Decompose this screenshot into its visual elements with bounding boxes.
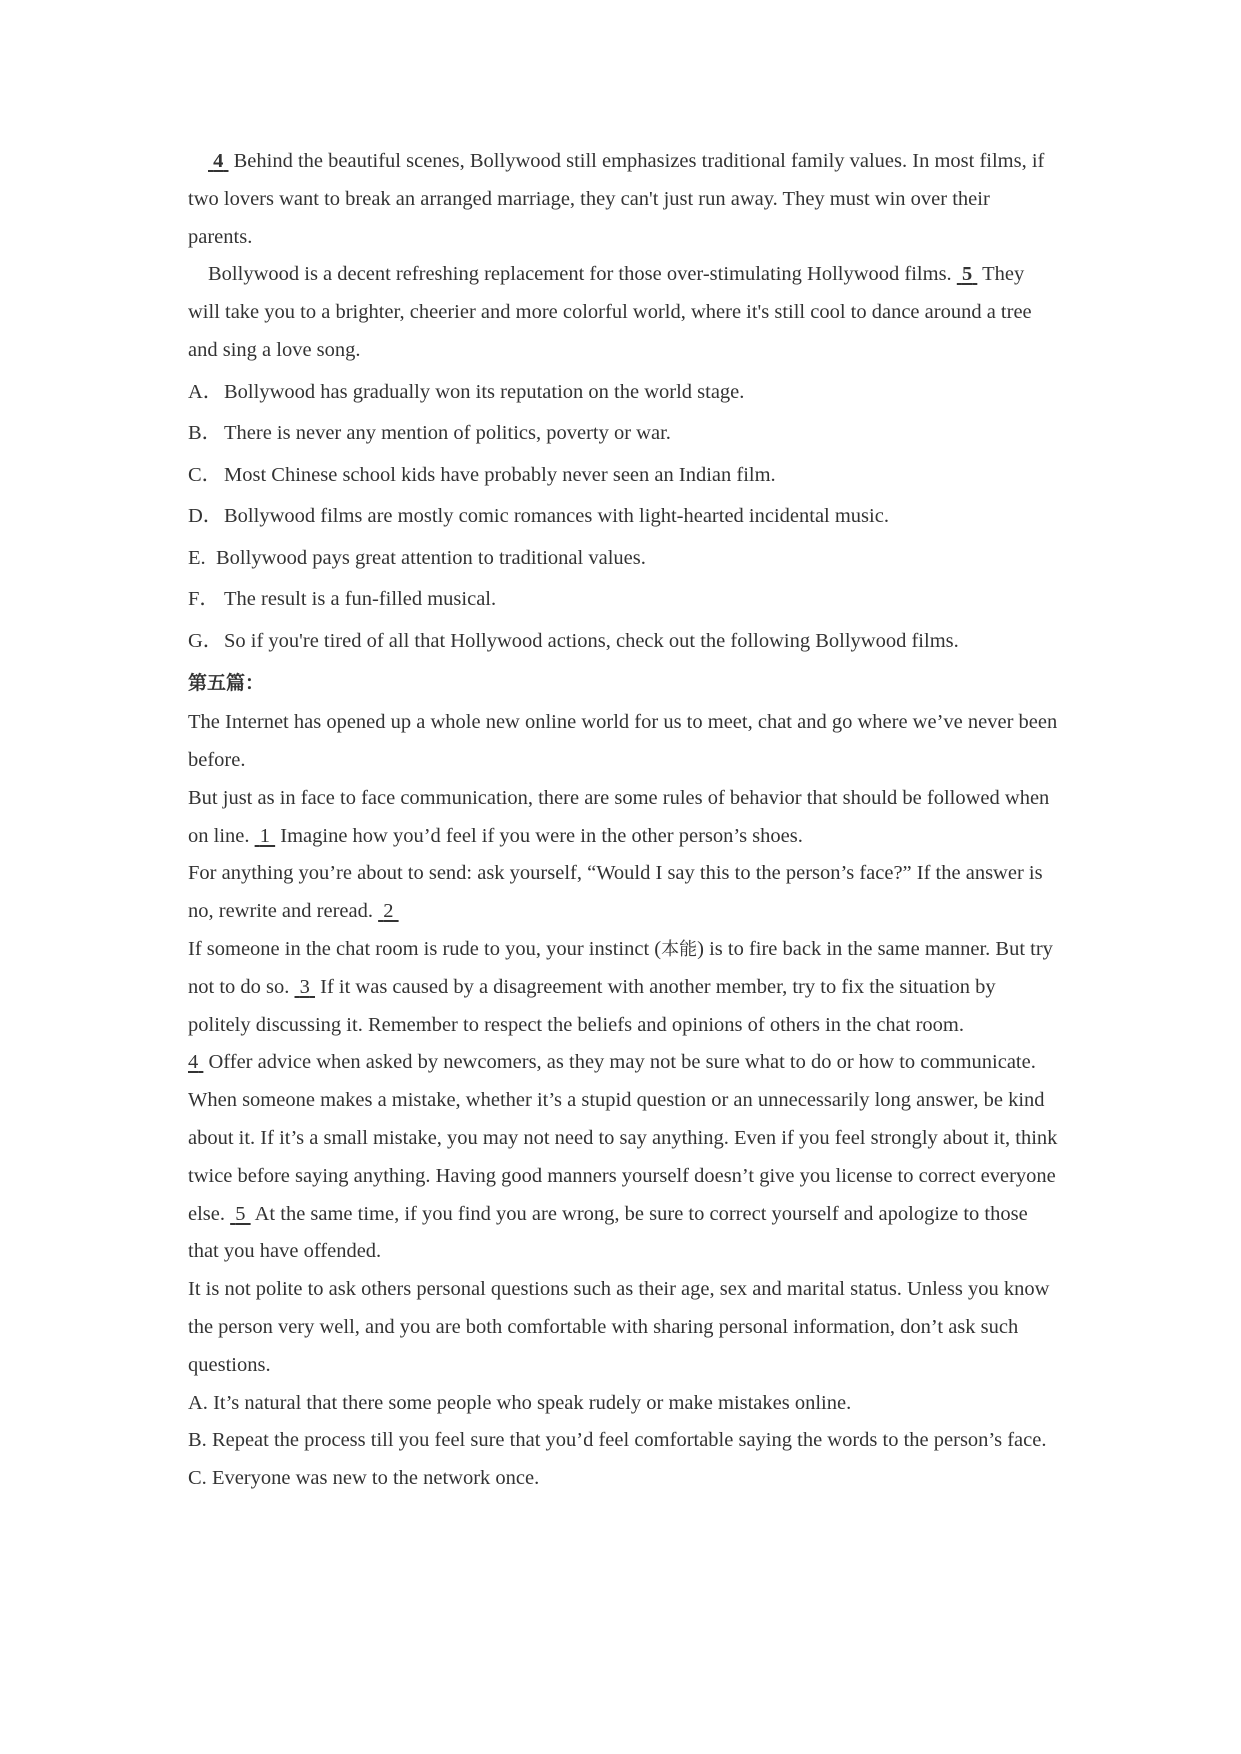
passage5-paragraph-1: The Internet has opened up a whole new online world for us to meet, chat and go where we’ve never been before.: [188, 711, 1058, 772]
option-letter: C.: [188, 1467, 207, 1490]
passage4-paragraph-2: [188, 256, 1058, 369]
answer-blank-1: 1: [259, 824, 270, 847]
passage5-paragraph-3: [188, 855, 1058, 931]
passage5-paragraph-6: It is not polite to ask others personal questions such as their age, sex and marital status. Unless you know the person very well, and you are both comfortable with sharing personal information, don’t ask such questions.: [188, 1278, 1050, 1376]
option-f: [188, 579, 1058, 621]
passage4-paragraph-1: [188, 143, 1058, 256]
passage5-paragraph-5: [188, 1044, 1058, 1271]
option-text: Bollywood has gradually won its reputation on the world stage.: [224, 380, 745, 403]
paragraph-text: For anything you’re about to send: ask yourself, “Would I say this to the person’s face?” If the answer is no, rewrite and reread.: [188, 862, 1043, 923]
option-text: Most Chinese school kids have probably never seen an Indian film.: [224, 463, 776, 486]
answer-blank-3: 3: [299, 975, 310, 998]
passage5-heading: 第五篇：: [188, 672, 265, 695]
option-text: Everyone was new to the network once.: [206, 1467, 540, 1490]
option-text: There is never any mention of politics, poverty or war.: [224, 422, 671, 445]
option-text: Bollywood films are mostly comic romances with light-hearted incidental music.: [224, 505, 889, 528]
option-e: [188, 538, 1058, 580]
paragraph-text: But just as in face to face communication, there are some rules of behavior that should be followed when on line.: [188, 786, 1050, 847]
option-letter: A．: [188, 380, 224, 403]
option-letter: F．: [188, 588, 220, 611]
paragraph-text: At the same time, if you find you are wrong, be sure to correct yourself and apologize to those that you have offended.: [188, 1202, 1028, 1263]
option-b: [188, 413, 1058, 455]
option-text: Repeat the process till you feel sure that you’d feel comfortable saying the words to the person’s face.: [206, 1429, 1047, 1452]
option-a: [188, 372, 1058, 414]
option-g: [188, 621, 1058, 663]
option-letter: B．: [188, 422, 223, 445]
passage4-options: [188, 372, 1058, 663]
option-text: The result is a fun-filled musical.: [224, 588, 497, 611]
option-text: It’s natural that there some people who speak rudely or make mistakes online.: [207, 1391, 852, 1414]
answer-blank-4: 4: [213, 150, 224, 172]
chinese-gloss: 本能: [661, 939, 698, 961]
option-letter: E.: [188, 546, 206, 569]
option-text: So if you're tired of all that Hollywood actions, check out the following Bollywood films.: [224, 629, 959, 652]
option-d: [188, 496, 1058, 538]
passage5-paragraph-2: [188, 780, 1058, 856]
option-letter: D．: [188, 505, 224, 528]
paragraph-text: Bollywood is a decent refreshing replacement for those over-stimulating Hollywood films.: [208, 263, 957, 286]
paragraph-text: ) is to fire back in the same manner. But try not to do so.: [188, 938, 1053, 998]
paragraph-text: Offer advice when asked by newcomers, as they may not be sure what to do or how to communicate. When someone makes a mistake, whether it’s a stupid question or an unnecessarily long answer, be kind about it. If it’s a small mistake, you may not need to say anything. Even if you feel strongly about it, think twice before saying anything. Having good manners yourself doesn’t give you license to correct everyone else.: [188, 1051, 1058, 1225]
paragraph-text: If someone in the chat room is rude to you, your instinct (: [188, 938, 662, 961]
passage5-paragraph-4: [188, 931, 1058, 1044]
option-letter: G．: [188, 629, 224, 652]
answer-blank-5: 5: [961, 263, 973, 286]
passage5-options: [188, 1385, 1058, 1498]
paragraph-text: If it was caused by a disagreement with another member, try to fix the situation by politely discussing it. Remember to respect the beliefs and opinions of others in the chat room.: [188, 975, 996, 1036]
option-text: Bollywood pays great attention to traditional values.: [216, 546, 646, 569]
option-c: [188, 455, 1058, 497]
option-letter: A.: [188, 1391, 208, 1414]
answer-blank-2: 2: [383, 900, 394, 923]
answer-blank-5: 5: [235, 1202, 246, 1225]
option-letter: B.: [188, 1429, 207, 1452]
option-a: [188, 1385, 1058, 1423]
option-letter: C．: [188, 463, 223, 486]
answer-blank-4: 4: [188, 1051, 199, 1074]
document-page: [188, 143, 1058, 1498]
paragraph-text: They will take you to a brighter, cheerier and more colorful world, where it's still cool to dance around a tree and sing a love song.: [188, 263, 1032, 361]
paragraph-text: Imagine how you’d feel if you were in the other person’s shoes.: [275, 824, 803, 847]
paragraph-text: Behind the beautiful scenes, Bollywood still emphasizes traditional family values. In most films, if two lovers want to break an arranged marriage, they can't just run away. They must win over their parents.: [188, 150, 1045, 248]
option-c: [188, 1460, 1058, 1498]
option-b: [188, 1422, 1058, 1460]
